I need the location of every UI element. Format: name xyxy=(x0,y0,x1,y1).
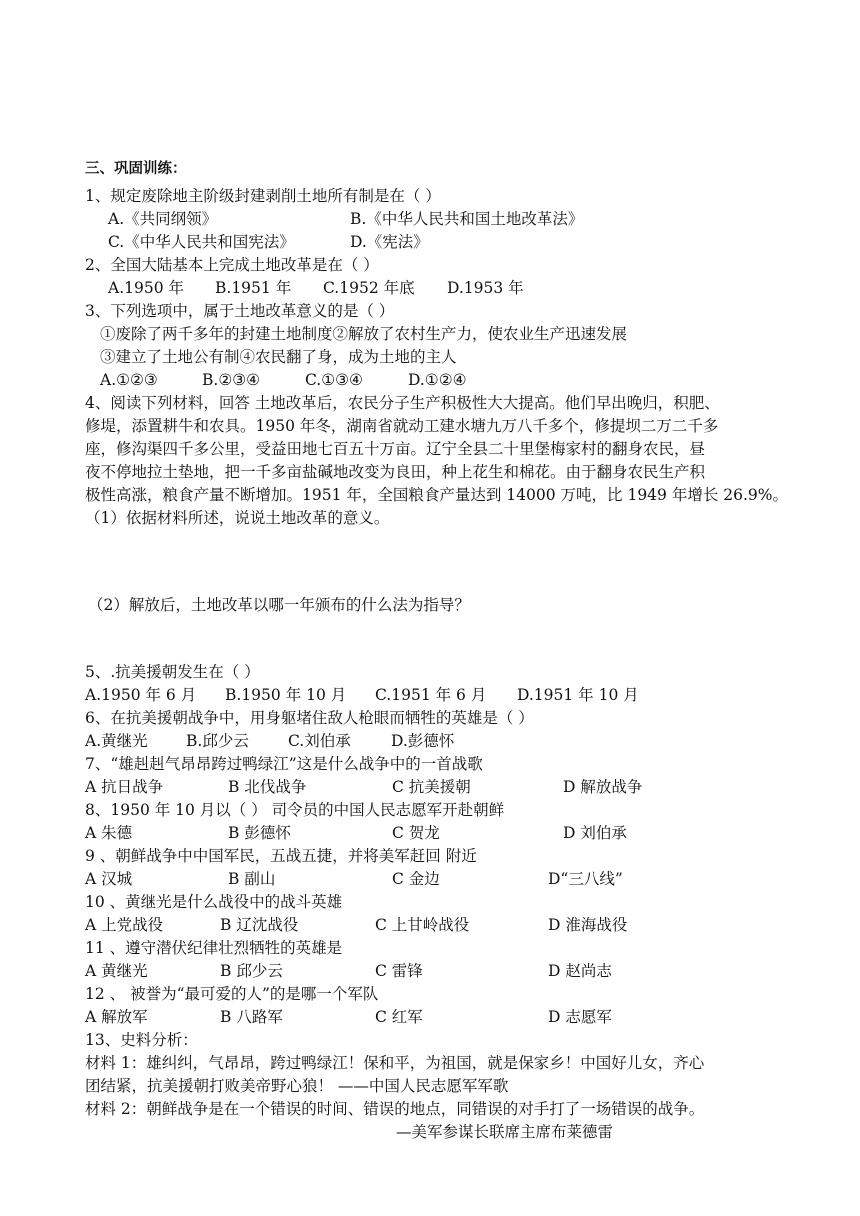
q3-stem: 3、下列选项中，属于土地改革意义的是（ ） xyxy=(85,302,395,320)
q5-option-c: C.1951 年 6 月 xyxy=(375,686,487,704)
q7-stem: 7、“雄赳赳气昂昂跨过鸭绿江”这是什么战争中的一首战歌 xyxy=(85,755,483,773)
q2-option-c: C.1952 年底 xyxy=(323,279,415,297)
q9-option-a: A 汉城 xyxy=(85,870,133,888)
q3-option-a: A.①②③ xyxy=(100,371,158,389)
q4-line-3: 座，修沟渠四千多公里，受益田地七百五十万亩。辽宁全县二十里堡梅家村的翻身农民，昼 xyxy=(85,440,706,458)
q4-subquestion-1: （1）依据材料所述，说说土地改革的意义。 xyxy=(85,509,390,527)
q10-option-a: A 上党战役 xyxy=(85,916,164,934)
q7-option-a: A 抗日战争 xyxy=(85,778,164,796)
q5-option-b: B.1950 年 10 月 xyxy=(225,686,347,704)
q8-option-d: D 刘伯承 xyxy=(563,824,627,842)
q1-option-c: C.《中华人民共和国宪法》 xyxy=(108,233,295,251)
q11-option-b: B 邱少云 xyxy=(220,962,283,980)
q12-stem: 12 、 被誉为“最可爱的人”的是哪一个军队 xyxy=(85,985,379,1003)
q1-option-d: D.《宪法》 xyxy=(350,233,429,251)
q10-stem: 10 、黄继光是什么战役中的战斗英雄 xyxy=(85,893,343,911)
q13-stem: 13、史料分析： xyxy=(85,1031,198,1049)
q3-option-d: D.①②④ xyxy=(408,371,467,389)
q5-option-a: A.1950 年 6 月 xyxy=(85,686,197,704)
q12-option-a: A 解放军 xyxy=(85,1008,148,1026)
q9-option-c: C 金边 xyxy=(392,870,440,888)
q11-stem: 11 、遵守潜伏纪律壮烈牺牲的英雄是 xyxy=(85,939,343,957)
q13-material2-line1: 材料 2：朝鲜战争是在一个错误的时间、错误的地点，同错误的对手打了一场错误的战争。 xyxy=(85,1100,705,1118)
q11-option-d: D 赵尚志 xyxy=(548,962,612,980)
q6-option-a: A.黄继光 xyxy=(85,732,148,750)
q13-material2-attribution: —美军参谋长联席主席布莱德雷 xyxy=(396,1123,614,1141)
q8-option-b: B 彭德怀 xyxy=(228,824,291,842)
q13-material1-line1: 材料 1：雄纠纠，气昂昂，跨过鸭绿江！保和平，为祖国，就是保家乡！中国好儿女，齐心 xyxy=(85,1054,705,1072)
q5-stem: 5、.抗美援朝发生在（ ） xyxy=(85,663,260,681)
q4-line-1: 4、阅读下列材料，回答 土地改革后，农民分子生产积极性大大提高。他们早出晚归，积肥、 xyxy=(85,394,720,412)
q3-option-b: B.②③④ xyxy=(202,371,261,389)
q12-option-d: D 志愿军 xyxy=(548,1008,612,1026)
q6-option-b: B.邱少云 xyxy=(186,732,249,750)
q2-option-a: A.1950 年 xyxy=(108,279,184,297)
q3-items-line1: ①废除了两千多年的封建土地制度②解放了农村生产力，使农业生产迅速发展 xyxy=(100,325,628,343)
q9-stem: 9 、朝鲜战争中中国军民，五战五捷，并将美军赶回 附近 xyxy=(85,847,477,865)
q7-option-d: D 解放战争 xyxy=(563,778,643,796)
q1-option-a: A.《共同纲领》 xyxy=(108,210,218,228)
section-title: 三、巩固训练： xyxy=(85,160,187,177)
q3-items-line2: ③建立了土地公有制④农民翻了身，成为土地的主人 xyxy=(100,348,457,366)
q8-option-a: A 朱德 xyxy=(85,824,133,842)
q2-option-d: D.1953 年 xyxy=(447,279,524,297)
q10-option-b: B 辽沈战役 xyxy=(220,916,299,934)
q6-stem: 6、在抗美援朝战争中，用身躯堵住敌人枪眼而牺牲的英雄是（ ） xyxy=(85,709,534,727)
q1-stem: 1、规定废除地主阶级封建剥削土地所有制是在（ ） xyxy=(85,187,441,205)
q4-line-2: 修堤，添置耕牛和农具。1950 年冬，湖南省就动工建水塘九万八千多个，修提坝二万二千多 xyxy=(85,417,719,435)
q10-option-c: C 上甘岭战役 xyxy=(375,916,470,934)
q10-option-d: D 淮海战役 xyxy=(548,916,628,934)
q11-option-a: A 黄继光 xyxy=(85,962,148,980)
q6-option-c: C.刘伯承 xyxy=(288,732,351,750)
q4-line-5: 极性高涨，粮食产量不断增加。1951 年，全国粮食产量达到 14000 万吨，比 1949 年增长 26.9%。 xyxy=(85,486,789,504)
q9-option-b: B 副山 xyxy=(228,870,276,888)
q2-option-b: B.1951 年 xyxy=(215,279,292,297)
q12-option-b: B 八路军 xyxy=(220,1008,283,1026)
q7-option-c: C 抗美援朝 xyxy=(392,778,471,796)
q13-material1-line2: 团结紧，抗美援朝打败美帝野心狼！ ——中国人民志愿军军歌 xyxy=(85,1077,509,1095)
q4-line-4: 夜不停地拉土垫地，把一千多亩盐碱地改变为良田，种上花生和棉花。由于翻身农民生产积 xyxy=(85,463,706,481)
q6-option-d: D.彭德怀 xyxy=(391,732,455,750)
q8-option-c: C 贺龙 xyxy=(392,824,440,842)
q1-option-b: B.《中华人民共和国土地改革法》 xyxy=(350,210,584,228)
q3-option-c: C.①③④ xyxy=(305,371,363,389)
q4-subquestion-2: （2）解放后，土地改革以哪一年颁布的什么法为指导？ xyxy=(88,596,470,614)
q7-option-b: B 北伐战争 xyxy=(228,778,307,796)
q2-stem: 2、全国大陆基本上完成土地改革是在（ ） xyxy=(85,256,379,274)
q12-option-c: C 红军 xyxy=(375,1008,423,1026)
q5-option-d: D.1951 年 10 月 xyxy=(517,686,639,704)
q8-stem: 8、1950 年 10 月以（ ） 司令员的中国人民志愿军开赴朝鲜 xyxy=(85,801,505,819)
q11-option-c: C 雷锋 xyxy=(375,962,423,980)
q9-option-d: D“三八线” xyxy=(548,870,623,888)
